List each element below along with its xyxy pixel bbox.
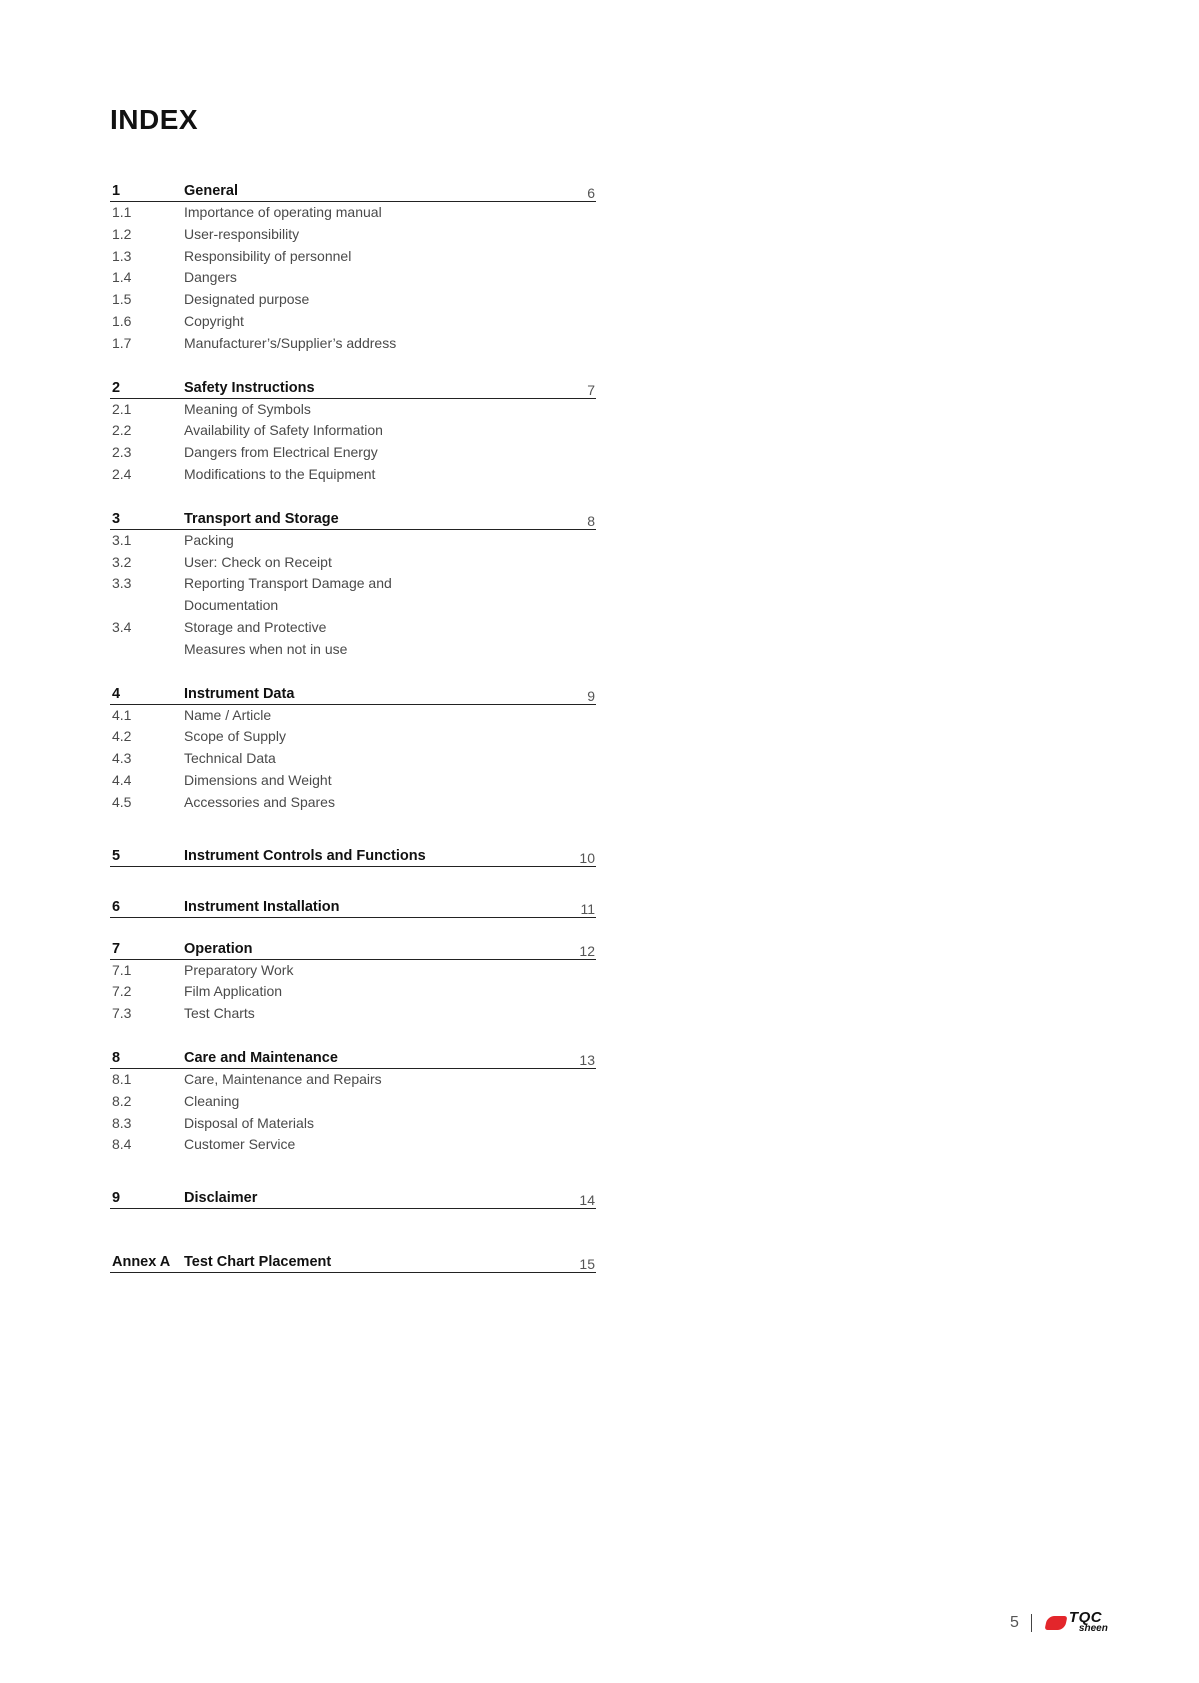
- section-title: Operation: [184, 940, 253, 957]
- toc-section: [110, 684, 596, 814]
- section-number: 1: [112, 183, 121, 199]
- section-title: Disclaimer: [184, 1190, 258, 1207]
- toc-section-heading[interactable]: [110, 837, 596, 867]
- subsection-title: Film Application: [184, 983, 283, 1000]
- subsection-title: Modifications to the Equipment: [184, 465, 376, 482]
- page-footer: [1010, 1609, 1108, 1634]
- toc-section-heading[interactable]: [110, 1048, 596, 1069]
- toc-subsection[interactable]: [110, 1134, 596, 1156]
- section-page-number: 12: [579, 942, 595, 959]
- subsection-title: Disposal of Materials: [184, 1114, 314, 1131]
- subsection-number: 4.3: [112, 750, 132, 767]
- toc-subsection[interactable]: [110, 960, 596, 982]
- toc-subsection[interactable]: [110, 1091, 596, 1113]
- subsection-title: Storage and Protective Measures when not in use: [184, 618, 348, 657]
- section-title: Test Chart Placement: [184, 1254, 332, 1271]
- section-number: 7: [112, 940, 121, 957]
- section-title: Care and Maintenance: [184, 1049, 338, 1066]
- toc-subsection[interactable]: [110, 617, 596, 661]
- subsection-title: Scope of Supply: [184, 728, 286, 745]
- toc-subsection[interactable]: [110, 202, 596, 224]
- subsection-title: Responsibility of personnel: [184, 247, 352, 264]
- toc-subsection[interactable]: [110, 981, 596, 1003]
- toc-subsection[interactable]: [110, 552, 596, 574]
- toc-subsection[interactable]: [110, 442, 596, 464]
- footer-divider: [1031, 1614, 1032, 1632]
- toc-section: [110, 181, 596, 355]
- section-page-number: 8: [587, 512, 595, 529]
- toc-subsection[interactable]: [110, 246, 596, 268]
- section-title: General: [184, 183, 238, 199]
- subsection-number: 7.1: [112, 961, 132, 978]
- toc-section: [110, 1048, 596, 1156]
- toc-section: [110, 509, 596, 661]
- subsection-title: Importance of operating manual: [184, 204, 382, 220]
- subsection-title: Meaning of Symbols: [184, 400, 311, 417]
- toc-section: [110, 1179, 596, 1209]
- toc-section-heading[interactable]: [110, 1179, 596, 1209]
- logo-brand: TQC: [1068, 1609, 1103, 1626]
- subsection-title: Test Charts: [184, 1005, 255, 1022]
- subsection-number: 4.2: [112, 728, 132, 745]
- subsection-number: 1.1: [112, 204, 132, 220]
- toc-subsection[interactable]: [110, 333, 596, 355]
- section-title: Instrument Installation: [184, 898, 340, 915]
- toc-section-heading[interactable]: [110, 1243, 596, 1273]
- toc-subsection[interactable]: [110, 1003, 596, 1025]
- subsection-title: Manufacturer’s/Supplier’s address: [184, 334, 397, 351]
- subsection-number: 1.7: [112, 334, 132, 351]
- toc-subsection[interactable]: [110, 420, 596, 442]
- subsection-title: Cleaning: [184, 1092, 240, 1109]
- subsection-number: 4.1: [112, 706, 132, 723]
- subsection-number: 1.3: [112, 247, 132, 264]
- toc-section-heading[interactable]: [110, 181, 596, 202]
- page-title: INDEX: [110, 104, 199, 135]
- section-title: Transport and Storage: [184, 510, 339, 527]
- section-number: 6: [112, 898, 121, 915]
- subsection-title: Dangers from Electrical Energy: [184, 444, 378, 461]
- toc-subsection[interactable]: [110, 224, 596, 246]
- logo-mark-icon: [1044, 1616, 1067, 1630]
- tqc-sheen-logo: [1046, 1609, 1108, 1634]
- toc-subsection[interactable]: [110, 748, 596, 770]
- subsection-title: Technical Data: [184, 750, 276, 767]
- subsection-title: Customer Service: [184, 1136, 296, 1153]
- subsection-title: Reporting Transport Damage and Documentation: [184, 575, 392, 614]
- toc-subsection[interactable]: [110, 573, 596, 617]
- subsection-title: Availability of Safety Information: [184, 422, 383, 439]
- toc-subsection[interactable]: [110, 1069, 596, 1091]
- toc-section: [110, 837, 596, 867]
- subsection-number: 3.2: [112, 553, 132, 570]
- subsection-number: 2.3: [112, 444, 132, 461]
- subsection-number: 8.1: [112, 1070, 132, 1087]
- toc-subsection[interactable]: [110, 267, 596, 289]
- section-number: 2: [112, 379, 121, 396]
- subsection-title: User: Check on Receipt: [184, 553, 332, 570]
- toc-section-heading[interactable]: [110, 509, 596, 530]
- toc-subsection[interactable]: [110, 705, 596, 727]
- toc-section-heading[interactable]: [110, 378, 596, 399]
- subsection-number: 2.1: [112, 400, 132, 417]
- subsection-number: 4.4: [112, 771, 132, 788]
- subsection-number: 8.2: [112, 1092, 132, 1109]
- subsection-number: 1.6: [112, 312, 132, 329]
- subsection-number: 1.5: [112, 291, 132, 308]
- subsection-title: Copyright: [184, 312, 244, 329]
- toc-section-heading[interactable]: [110, 684, 596, 705]
- toc-subsection[interactable]: [110, 289, 596, 311]
- subsection-number: 3.4: [112, 618, 132, 635]
- logo-sub: sheen: [1078, 1623, 1108, 1634]
- subsection-number: 2.4: [112, 465, 132, 482]
- section-page-number: 15: [579, 1256, 595, 1273]
- toc-subsection[interactable]: [110, 792, 596, 814]
- section-title: Safety Instructions: [184, 379, 315, 396]
- section-page-number: 14: [579, 1192, 595, 1209]
- toc-section: [110, 939, 596, 1025]
- page-number: 5: [1010, 1614, 1019, 1631]
- subsection-number: 7.2: [112, 983, 132, 1000]
- section-number: 5: [112, 847, 121, 864]
- section-number: Annex A: [112, 1254, 171, 1271]
- toc-subsection[interactable]: [110, 464, 596, 486]
- subsection-title: Dimensions and Weight: [184, 771, 332, 788]
- subsection-title: Name / Article: [184, 706, 272, 723]
- subsection-number: 8.4: [112, 1136, 132, 1153]
- toc-section: [110, 1243, 596, 1273]
- subsection-number: 8.3: [112, 1114, 132, 1131]
- toc-section-heading[interactable]: [110, 888, 596, 918]
- section-title: Instrument Controls and Functions: [184, 847, 426, 864]
- subsection-title: Accessories and Spares: [184, 793, 335, 810]
- subsection-number: 1.2: [112, 225, 132, 242]
- subsection-number: 3.1: [112, 531, 132, 548]
- toc-subsection[interactable]: [110, 726, 596, 748]
- subsection-number: 3.3: [112, 575, 132, 592]
- subsection-title: Preparatory Work: [184, 961, 294, 978]
- toc-subsection[interactable]: [110, 311, 596, 333]
- section-page-number: 11: [580, 900, 595, 917]
- section-page-number: 6: [587, 185, 595, 201]
- toc-subsection[interactable]: [110, 770, 596, 792]
- toc-section-heading[interactable]: [110, 939, 596, 960]
- section-number: 9: [112, 1190, 121, 1207]
- subsection-number: 7.3: [112, 1005, 132, 1022]
- subsection-title: Dangers: [184, 269, 237, 286]
- subsection-title: Packing: [184, 531, 234, 548]
- subsection-number: 4.5: [112, 793, 132, 810]
- toc-subsection[interactable]: [110, 530, 596, 552]
- subsection-number: 1.4: [112, 269, 132, 286]
- section-number: 3: [112, 510, 121, 527]
- section-page-number: 7: [587, 381, 595, 398]
- subsection-title: User-responsibility: [184, 225, 300, 242]
- toc-section: [110, 888, 596, 918]
- table-of-contents: [110, 181, 596, 1294]
- subsection-number: 2.2: [112, 422, 132, 439]
- toc-section: [110, 378, 596, 486]
- toc-subsection[interactable]: [110, 399, 596, 421]
- section-number: 4: [112, 685, 121, 702]
- subsection-title: Care, Maintenance and Repairs: [184, 1070, 382, 1087]
- section-page-number: 13: [579, 1051, 595, 1068]
- section-number: 8: [112, 1049, 121, 1066]
- section-page-number: 9: [587, 687, 595, 704]
- toc-subsection[interactable]: [110, 1113, 596, 1135]
- section-page-number: 10: [579, 849, 595, 866]
- subsection-title: Designated purpose: [184, 291, 310, 308]
- section-title: Instrument Data: [184, 685, 295, 702]
